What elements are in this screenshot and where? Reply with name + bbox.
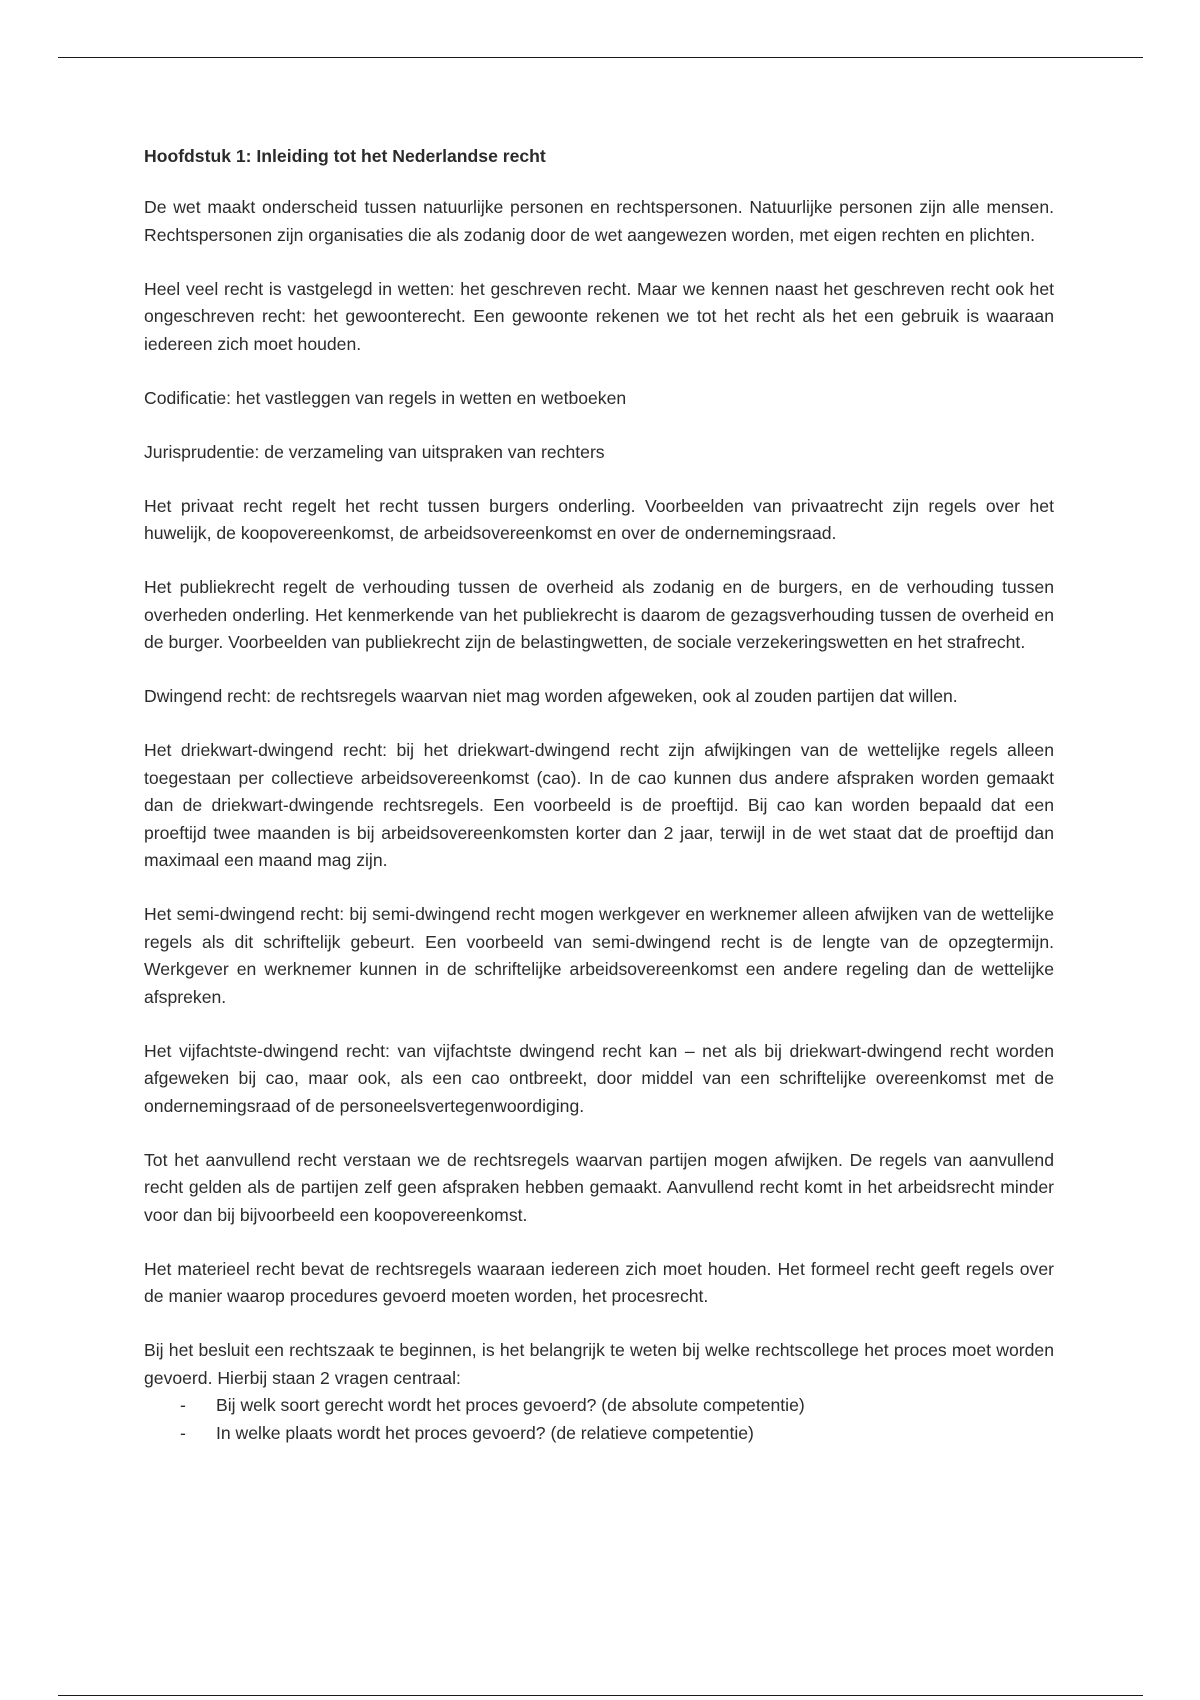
paragraph-three-quarter-mandatory-law: Het driekwart-dwingend recht: bij het driekwart-dwingend recht zijn afwijkingen van de wettelijke regels alleen toegestaan per collectieve arbeidsovereenkomst (cao). In de cao kunnen dus andere afspraken worden gemaakt dan de driekwart-dwingende rechtsregels. Een voorbeeld is de proeftijd. Bij cao kan worden bepaald dat een proeftijd twee maanden is bij arbeidsovereenkomsten korter dan 2 jaar, terwijl in de wet staat dat de proeftijd dan maximaal een maand mag zijn.	[144, 740, 1054, 870]
paragraph-five-eighths-mandatory-law: Het vijfachtste-dwingend recht: van vijfachtste dwingend recht kan – net als bij driekwart-dwingend recht worden afgeweken bij cao, maar ook, als een cao ontbreekt, door middel van een schriftelijke overeenkomst met de ondernemingsraad of de personeelsvertegenwoordiging.	[144, 1040, 1054, 1116]
paragraph-codification: Codificatie: het vastleggen van regels in wetten en wetboeken	[144, 387, 627, 408]
paragraph-mandatory-law: Dwingend recht: de rechtsregels waarvan niet mag worden afgeweken, ook al zouden partijen dat willen.	[144, 686, 958, 706]
paragraph-private-law: Het privaat recht regelt het recht tussen burgers onderling. Voorbeelden van privaatrecht zijn regels over het huwelijk, de koopovereenkomst, de arbeidsovereenkomst en over de ondernemingsraad.	[144, 495, 1054, 543]
top-horizontal-rule	[58, 57, 1143, 58]
list-item-text: In welke plaats wordt het proces gevoerd? (de relatieve competentie)	[216, 1422, 754, 1443]
paragraph-natural-legal-persons: De wet maakt onderscheid tussen natuurlijke personen en rechtspersonen. Natuurlijke personen zijn alle mensen. Rechtspersonen zijn organisaties die als zodanig door de wet aangewezen worden, met eigen rechten en plichten.	[144, 197, 1054, 245]
list-item	[144, 1420, 1054, 1448]
competence-question-list	[144, 1392, 1054, 1447]
paragraph-substantive-formal-law: Het materieel recht bevat de rechtsregels waaraan iedereen zich moet houden. Het formeel recht geeft regels over de manier waarop procedures gevoerd moeten worden, het procesrecht.	[144, 1258, 1054, 1306]
chapter-heading: Hoofdstuk 1: Inleiding tot het Nederlandse recht	[144, 146, 546, 166]
paragraph-supplementary-law: Tot het aanvullend recht verstaan we de rechtsregels waarvan partijen mogen afwijken. De regels van aanvullend recht gelden als de partijen zelf geen afspraken hebben gemaakt. Aanvullend recht komt in het arbeidsrecht minder voor dan bij bijvoorbeeld een koopovereenkomst.	[144, 1149, 1054, 1225]
paragraph-legal-proceedings: Bij het besluit een rechtszaak te beginnen, is het belangrijk te weten bij welke rechtscollege het proces moet worden gevoerd. Hierbij staan 2 vragen centraal:	[144, 1340, 1054, 1388]
list-bullet-dash: -	[180, 1422, 186, 1443]
paragraph-semi-mandatory-law: Het semi-dwingend recht: bij semi-dwingend recht mogen werkgever en werknemer alleen afwijken van de wettelijke regels als dit schriftelijk gebeurt. Een voorbeeld van semi-dwingend recht is de lengte van de opzegtermijn. Werkgever en werknemer kunnen in de schriftelijke arbeidsovereenkomst een andere regeling dan de wettelijke afspreken.	[144, 904, 1054, 1007]
paragraph-written-unwritten-law: Heel veel recht is vastgelegd in wetten: het geschreven recht. Maar we kennen naast het geschreven recht ook het ongeschreven recht: het gewoonterecht. Een gewoonte rekenen we tot het recht als het een gebruik is waaraan iedereen zich moet houden.	[144, 278, 1054, 354]
list-item-text: Bij welk soort gerecht wordt het proces gevoerd? (de absolute competentie)	[216, 1395, 805, 1415]
paragraph-public-law: Het publiekrecht regelt de verhouding tussen de overheid als zodanig en de burgers, en de verhouding tussen overheden onderling. Het kenmerkende van het publiekrecht is daarom de gezagsverhouding tussen de overheid en de burger. Voorbeelden van publiekrecht zijn de belastingwetten, de sociale verzekeringswetten en het strafrecht.	[144, 577, 1054, 652]
document-body	[144, 143, 1054, 1447]
bottom-horizontal-rule	[58, 1695, 1143, 1696]
paragraph-jurisprudence: Jurisprudentie: de verzameling van uitspraken van rechters	[144, 441, 605, 462]
list-bullet-dash: -	[180, 1395, 186, 1415]
list-item	[144, 1392, 1054, 1420]
